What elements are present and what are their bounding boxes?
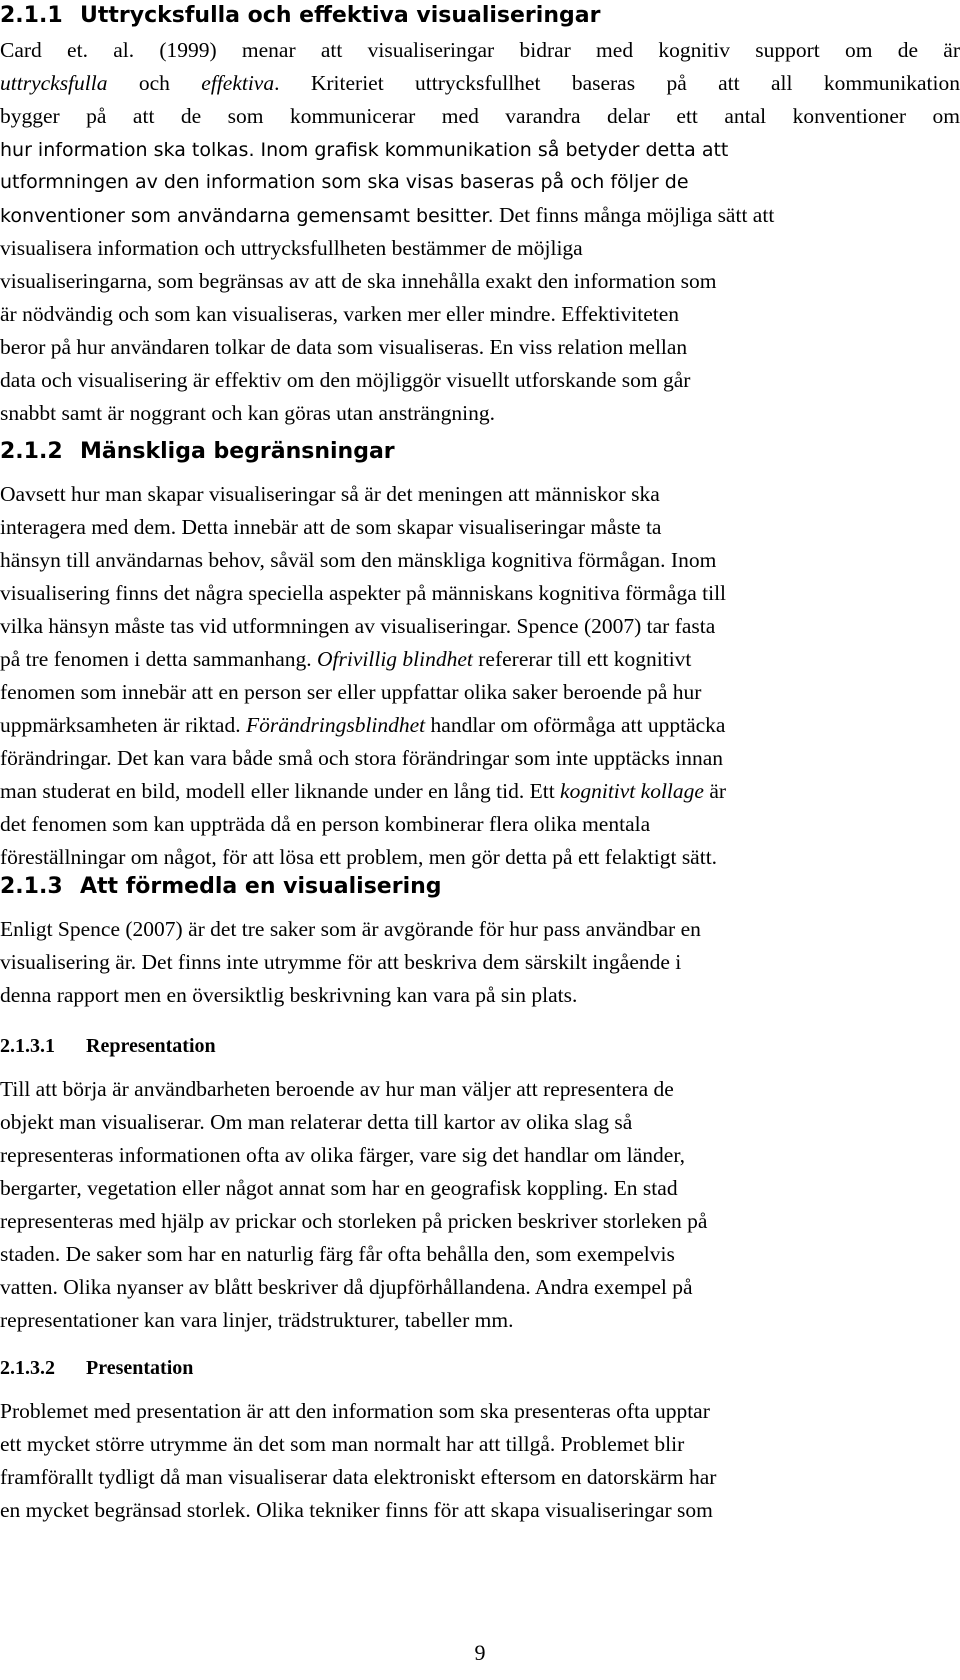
text-line	[0, 67, 960, 100]
text-segment: handlar om oförmåga att upptäcka	[425, 713, 726, 737]
section-heading-2-1-3	[0, 873, 442, 901]
italic-term: Förändringsblindhet	[245, 713, 426, 737]
text-line: representeras med hjälp av prickar och storleken på pricken beskriver storleken på	[0, 1209, 708, 1233]
section-title: Uttrycksfulla och effektiva visualiseringar	[80, 3, 601, 28]
text-segment: på tre fenomen i detta sammanhang.	[0, 647, 318, 671]
text-line: förändringar. Det kan vara både små och stora förändringar som inte upptäcks innan	[0, 746, 723, 770]
text-line: data och visualisering är effektiv om den möjliggör visuellt utforskande som går	[0, 368, 691, 392]
text-line: interagera med dem. Detta innebär att de som skapar visualiseringar måste ta	[0, 515, 662, 539]
text-line: visualisering finns det några speciella aspekter på människans kognitiva förmåga till	[0, 581, 727, 605]
italic-term: uttrycksfulla	[0, 71, 108, 95]
text-line: Card et. al. (1999) menar att visualiseringar bidrar med kognitiv support om de är	[0, 38, 960, 62]
text-line: föreställningar om något, för att lösa ett problem, men gör detta på ett felaktigt sätt.	[0, 845, 718, 869]
paragraph-presentation	[0, 1395, 960, 1527]
text-line: fenomen som innebär att en person ser eller uppfattar olika saker beroende på hur	[0, 680, 702, 704]
paragraph-expressive-effective	[0, 34, 960, 430]
text-segment: man studerat en bild, modell eller liknande under en lång tid. Ett	[0, 779, 561, 803]
text-line	[0, 199, 960, 232]
text-segment: uppmärksamheten är riktad.	[0, 713, 246, 737]
text-line: hänsyn till användarnas behov, såväl som den mänskliga kognitiva förmågan. Inom	[0, 548, 717, 572]
text-line: visualisera information och uttrycksfullheten bestämmer de möjliga	[0, 236, 583, 260]
section-title: Mänskliga begränsningar	[80, 439, 395, 464]
text-line: vatten. Olika nyanser av blått beskriver då djupförhållandena. Andra exempel på	[0, 1275, 693, 1299]
section-heading-2-1-2	[0, 438, 395, 466]
text-line	[0, 643, 960, 676]
section-number: 2.1.2	[0, 439, 63, 464]
text-line: representationer kan vara linjer, trädstrukturer, tabeller mm.	[0, 1308, 514, 1332]
text-line: vilka hänsyn måste tas vid utformningen av visualiseringar. Spence (2007) tar fasta	[0, 614, 716, 638]
text-line: utformningen av den information som ska visas baseras på och följer de	[0, 171, 689, 193]
text-line: staden. De saker som har en naturlig färg får ofta behålla den, som exempelvis	[0, 1242, 675, 1266]
italic-term: effektiva	[201, 71, 275, 95]
text-line: denna rapport men en översiktlig beskrivning kan vara på sin plats.	[0, 983, 578, 1007]
text-line: bygger på att de som kommunicerar med varandra delar ett antal konventioner om	[0, 104, 960, 128]
text-segment: och	[107, 71, 202, 95]
text-line: Enligt Spence (2007) är det tre saker som är avgörande för hur pass användbar en	[0, 917, 701, 941]
text-segment: Det finns många möjliga sätt att	[493, 203, 775, 227]
text-line	[0, 133, 960, 166]
text-line: ett mycket större utrymme än det som man normalt har att tillgå. Problemet blir	[0, 1432, 685, 1456]
text-line: det fenomen som kan uppträda då en person kombinerar flera olika mentala	[0, 812, 651, 836]
section-heading-2-1-3-2	[0, 1355, 193, 1381]
text-line: är nödvändig och som kan visualiseras, varken mer eller mindre. Effektiviteten	[0, 302, 680, 326]
text-segment: är	[703, 779, 727, 803]
paragraph-communicate-visualization	[0, 913, 960, 1012]
text-line: Till att börja är användbarheten beroende av hur man väljer att representera de	[0, 1077, 674, 1101]
text-segment: refererar till ett kognitivt	[472, 647, 692, 671]
text-line	[0, 775, 960, 808]
section-number: 2.1.1	[0, 3, 63, 28]
text-segment: konventioner som användarna gemensamt besitter.	[0, 205, 494, 227]
text-line: Oavsett hur man skapar visualiseringar så är det meningen att människor ska	[0, 482, 660, 506]
italic-term: kognitivt kollage	[560, 779, 704, 803]
text-line: visualisering är. Det finns inte utrymme för att beskriva dem särskilt ingående i	[0, 950, 682, 974]
text-line: representeras informationen ofta av olika färger, vare sig det handlar om länder,	[0, 1143, 685, 1167]
page-number: 9	[474, 1640, 486, 1665]
text-line: snabbt samt är noggrant och kan göras utan ansträngning.	[0, 401, 495, 425]
text-segment: . Kriteriet uttrycksfullhet baseras på att all kommunikation	[274, 71, 960, 95]
section-heading-2-1-1	[0, 2, 600, 30]
paragraph-representation	[0, 1073, 960, 1337]
text-line: en mycket begränsad storlek. Olika tekniker finns för att skapa visualiseringar som	[0, 1498, 713, 1522]
paragraph-human-limitations	[0, 478, 960, 874]
text-line: Problemet med presentation är att den information som ska presenteras ofta upptar	[0, 1399, 710, 1423]
section-heading-2-1-3-1	[0, 1033, 216, 1059]
section-title: Presentation	[86, 1357, 194, 1379]
section-number: 2.1.3.2	[0, 1357, 55, 1379]
text-line: beror på hur användaren tolkar de data som visualiseras. En viss relation mellan	[0, 335, 688, 359]
text-segment: Inom grafisk kommunikation så betyder detta att	[254, 139, 729, 161]
text-line	[0, 709, 960, 742]
italic-term: Ofrivillig blindhet	[317, 647, 473, 671]
section-title: Att förmedla en visualisering	[80, 874, 442, 899]
text-line: framförallt tydligt då man visualiserar data elektroniskt eftersom en datorskärm har	[0, 1465, 717, 1489]
text-segment: hur information ska tolkas.	[0, 139, 255, 161]
section-number: 2.1.3	[0, 874, 63, 899]
section-number: 2.1.3.1	[0, 1035, 55, 1057]
section-title: Representation	[86, 1035, 216, 1057]
text-line: bergarter, vegetation eller något annat som har en geografisk koppling. En stad	[0, 1176, 678, 1200]
text-line: visualiseringarna, som begränsas av att de ska innehålla exakt den information som	[0, 269, 717, 293]
text-line: objekt man visualiserar. Om man relaterar detta till kartor av olika slag så	[0, 1110, 633, 1134]
